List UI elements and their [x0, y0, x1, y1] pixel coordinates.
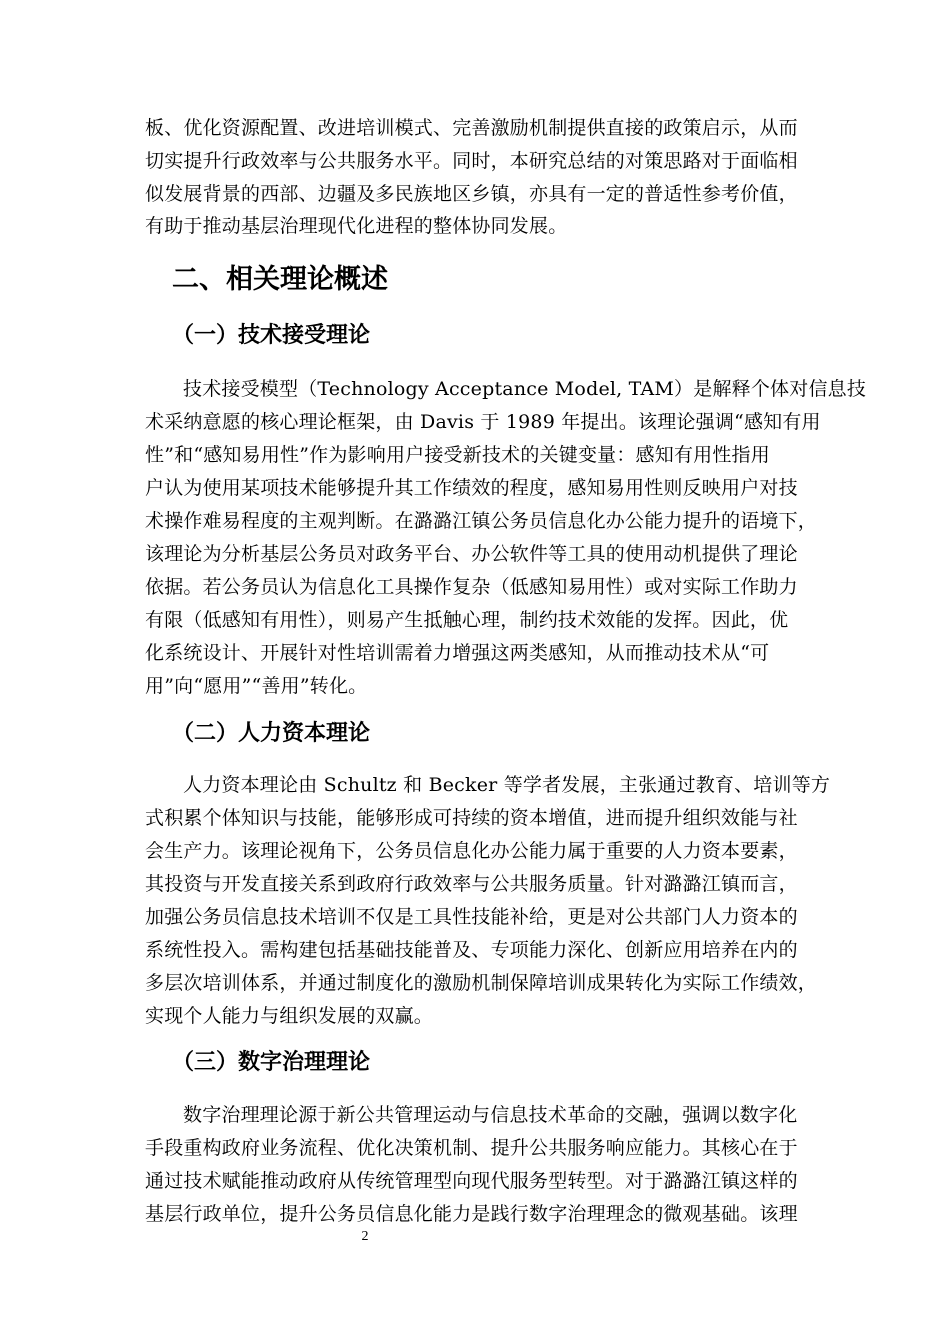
paragraph-line: 通过技术赋能推动政府从传统管理型向现代服务型转型。对于潞潞江镇这样的 — [145, 1170, 798, 1192]
paragraph-line: 数字治理理论源于新公共管理运动与信息技术革命的交融，强调以数字化 — [183, 1104, 798, 1126]
paragraph-line: 技术接受模型（Technology Acceptance Model, TAM）是解释个体对信息技 — [183, 378, 867, 400]
paragraph-line: 多层次培训体系，并通过制度化的激励机制保障培训成果转化为实际工作绩效， — [145, 972, 818, 994]
intro-line: 似发展背景的西部、边疆及多民族地区乡镇，亦具有一定的普适性参考价值， — [145, 183, 798, 205]
paragraph-line: 基层行政单位，提升公务员信息化能力是践行数字治理理念的微观基础。该理 — [145, 1203, 798, 1225]
paragraph-line: 手段重构政府业务流程、优化决策机制、提升公共服务响应能力。其核心在于 — [145, 1137, 798, 1159]
paragraph-line: 系统性投入。需构建包括基础技能普及、专项能力深化、创新应用培养在内的 — [145, 939, 798, 961]
paragraph-line: 依据。若公务员认为信息化工具操作复杂（低感知易用性）或对实际工作助力 — [145, 576, 798, 598]
paragraph-line: 术采纳意愿的核心理论框架，由 Davis 于 1989 年提出。该理论强调“感知有用 — [145, 411, 821, 433]
paragraph-line: 会生产力。该理论视角下，公务员信息化办公能力属于重要的人力资本要素， — [145, 840, 798, 862]
paragraph-line: 有限（低感知有用性），则易产生抵触心理，制约技术效能的发挥。因此，优 — [145, 609, 789, 631]
paragraph-line: 化系统设计、开展针对性培训需着力增强这两类感知，从而推动技术从“可 — [145, 642, 770, 664]
paragraph-line: 该理论为分析基层公务员对政务平台、办公软件等工具的使用动机提供了理论 — [145, 543, 798, 565]
section-heading: 二、相关理论概述 — [172, 264, 388, 295]
paragraph-line: 用”向“愿用”“善用”转化。 — [145, 675, 368, 697]
paragraph-line: 式积累个体知识与技能，能够形成可持续的资本增值，进而提升组织效能与社 — [145, 807, 798, 829]
subsection-heading: （一）技术接受理论 — [172, 323, 371, 348]
intro-line: 有助于推动基层治理现代化进程的整体协同发展。 — [145, 215, 568, 237]
intro-line: 板、优化资源配置、改进培训模式、完善激励机制提供直接的政策启示，从而 — [145, 117, 798, 139]
paragraph-line: 其投资与开发直接关系到政府行政效率与公共服务质量。针对潞潞江镇而言， — [145, 873, 798, 895]
subsection-heading: （二）人力资本理论 — [172, 721, 371, 746]
paragraph-line: 户认为使用某项技术能够提升其工作绩效的程度，感知易用性则反映用户对技 — [145, 477, 798, 499]
paragraph-line: 术操作难易程度的主观判断。在潞潞江镇公务员信息化办公能力提升的语境下， — [145, 510, 818, 532]
paragraph-line: 实现个人能力与组织发展的双赢。 — [145, 1005, 434, 1027]
subsection-heading: （三）数字治理理论 — [172, 1050, 371, 1075]
page-number: 2 — [361, 1229, 369, 1244]
intro-line: 切实提升行政效率与公共服务水平。同时，本研究总结的对策思路对于面临相 — [145, 150, 798, 172]
paragraph-line: 人力资本理论由 Schultz 和 Becker 等学者发展，主张通过教育、培训等方 — [183, 774, 831, 796]
paragraph-line: 加强公务员信息技术培训不仅是工具性技能补给，更是对公共部门人力资本的 — [145, 906, 798, 928]
paragraph-line: 性”和“感知易用性”作为影响用户接受新技术的关键变量：感知有用性指用 — [145, 444, 770, 466]
